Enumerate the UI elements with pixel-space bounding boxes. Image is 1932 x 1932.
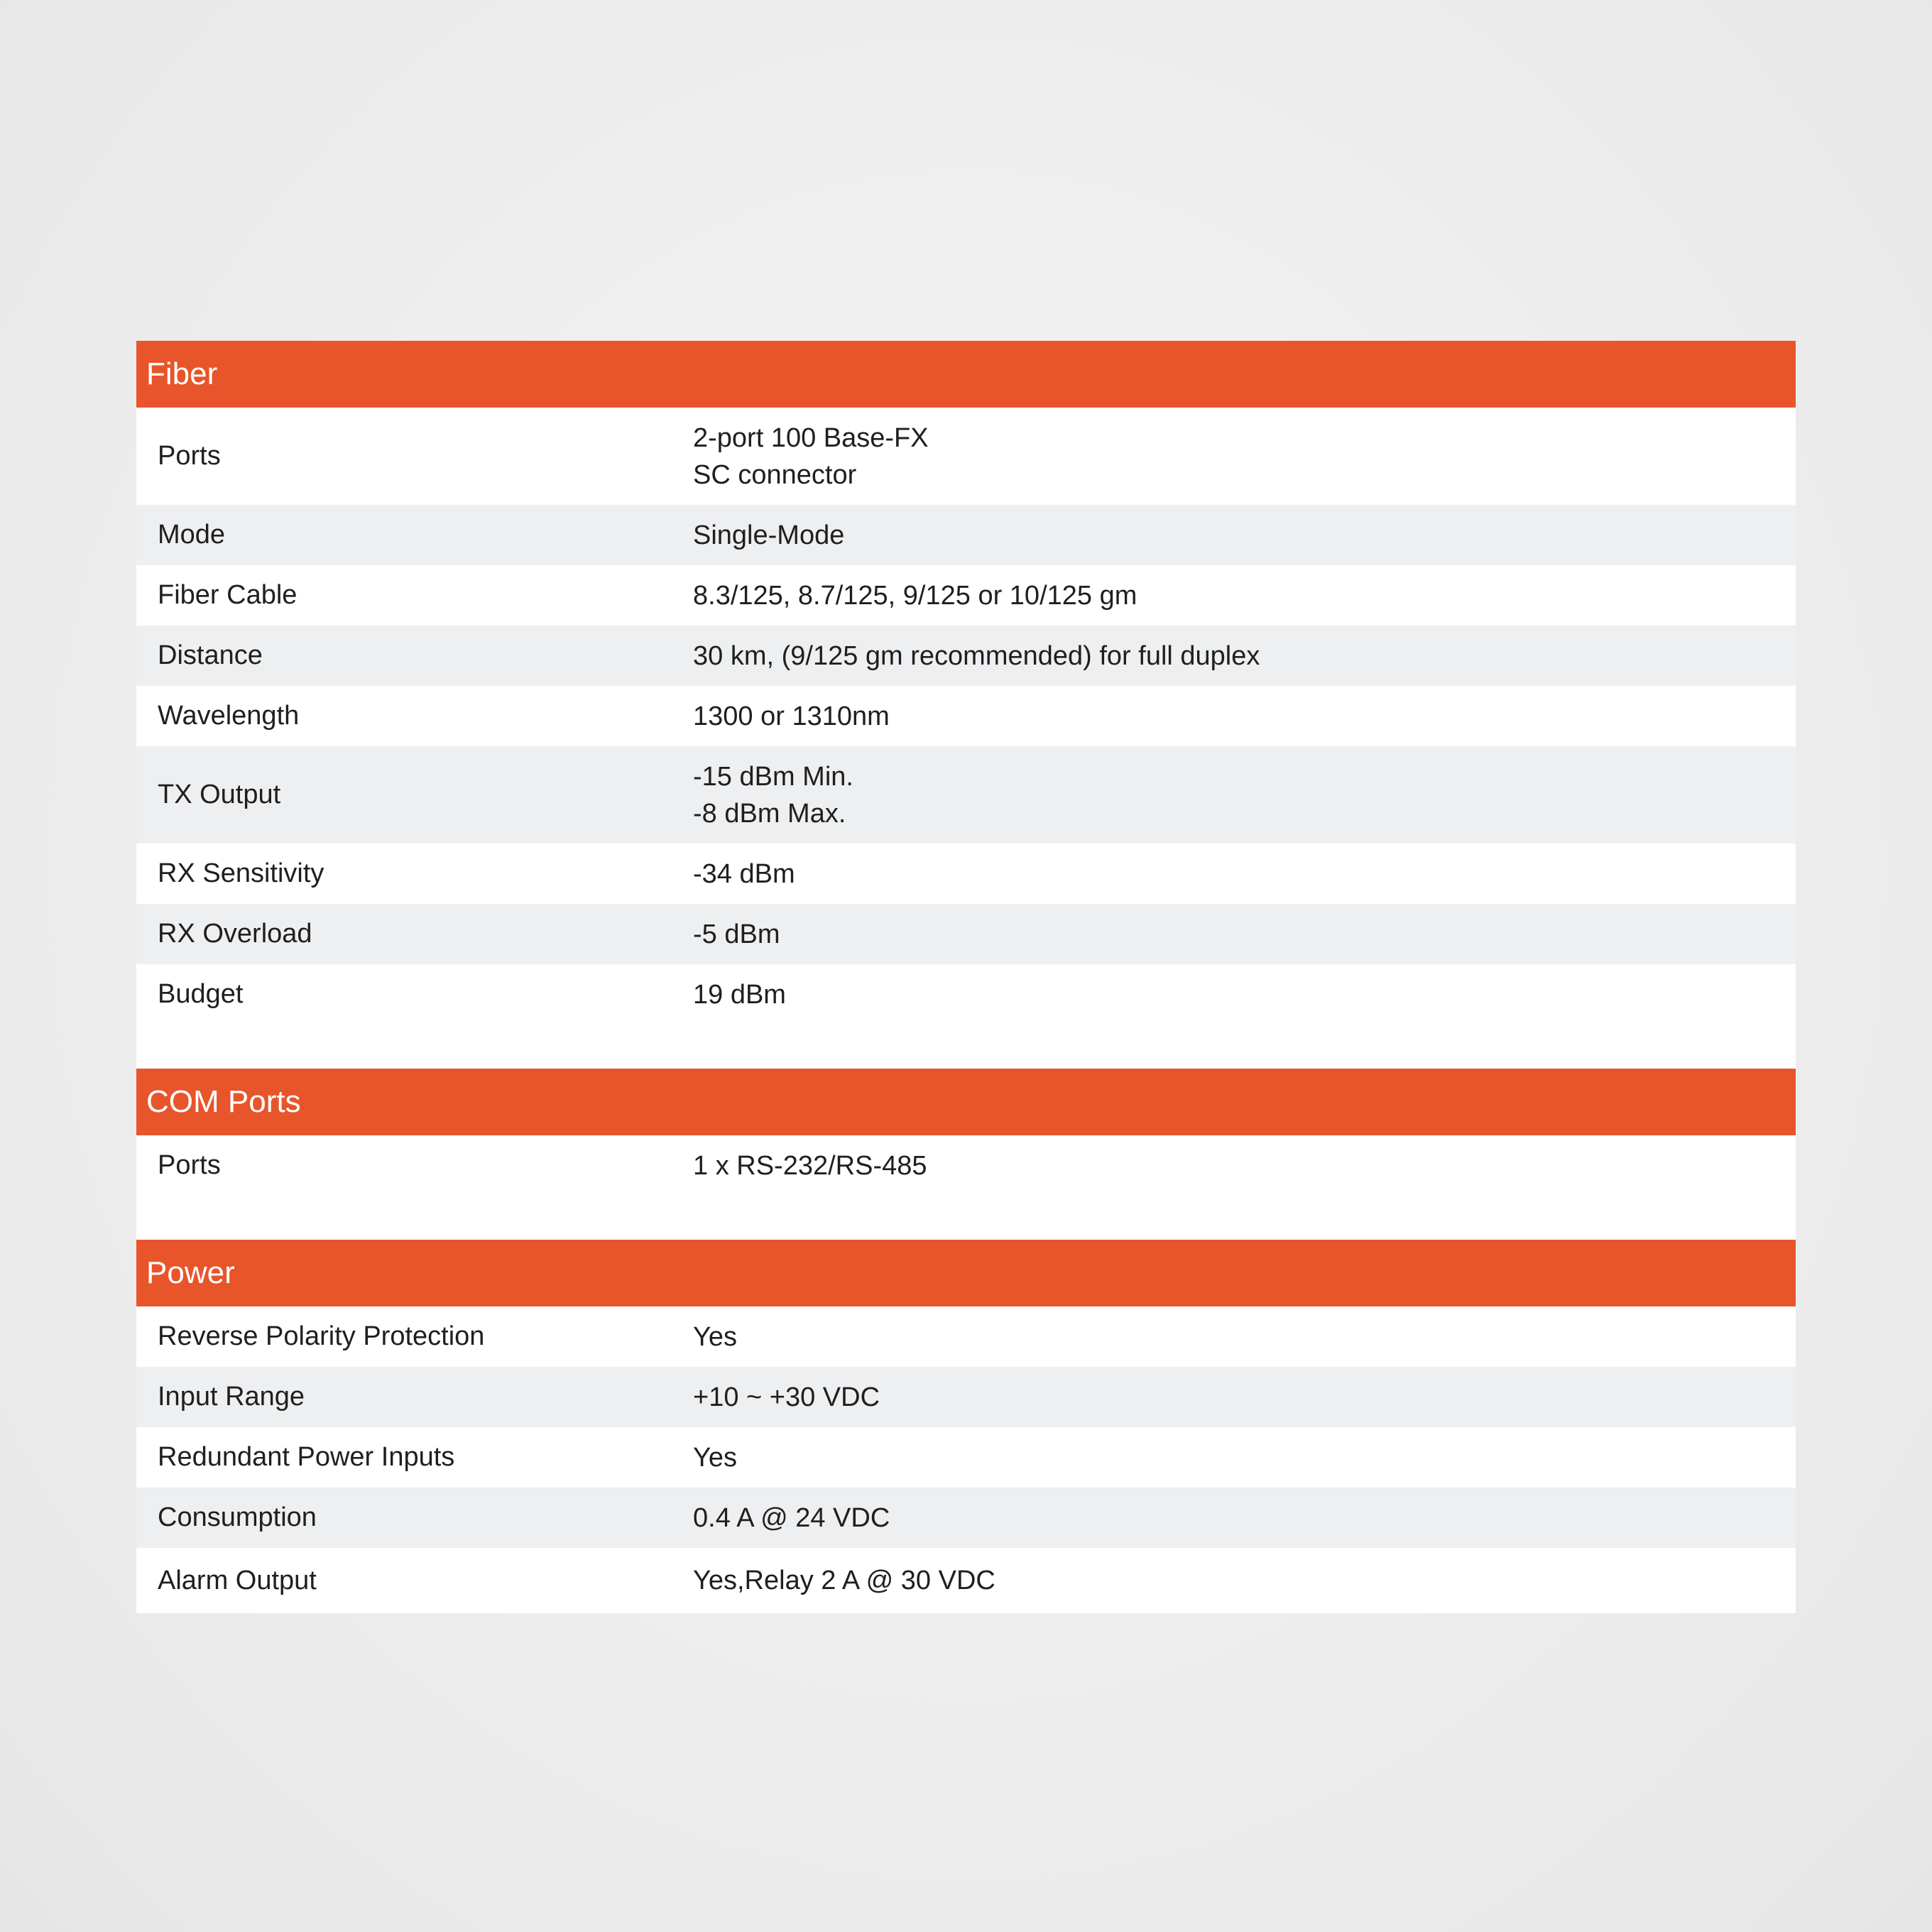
fiber-rows <box>136 408 1796 1069</box>
row-value: 0.4 A @ 24 VDC <box>693 1502 890 1533</box>
row-label: Reverse Polarity Protection <box>158 1321 485 1351</box>
table-row <box>136 1427 1796 1488</box>
row-value: Single-Mode <box>693 520 845 550</box>
row-label: Ports <box>158 1150 221 1180</box>
row-value-line: -15 dBm Min. <box>693 761 853 792</box>
table-row <box>136 565 1796 626</box>
row-value: 30 km, (9/125 gm recommended) for full duplex <box>693 640 1260 671</box>
table-row <box>136 505 1796 565</box>
row-value: 1 x RS-232/RS-485 <box>693 1150 927 1181</box>
row-label: Redundant Power Inputs <box>158 1442 455 1472</box>
row-label: Distance <box>158 640 263 670</box>
row-value: -34 dBm <box>693 858 795 889</box>
spec-sheet <box>136 341 1796 1613</box>
table-row <box>136 844 1796 904</box>
section-header-fiber: Fiber <box>136 341 1796 408</box>
table-row <box>136 1135 1796 1196</box>
table-row <box>136 964 1796 1025</box>
table-row <box>136 904 1796 964</box>
row-label: Alarm Output <box>158 1565 317 1595</box>
row-value: +10 ~ +30 VDC <box>693 1382 880 1412</box>
section-header-power: Power <box>136 1240 1796 1306</box>
row-label: Mode <box>158 520 226 550</box>
row-label: RX Sensitivity <box>158 858 324 888</box>
row-label: Budget <box>158 979 244 1009</box>
table-row <box>136 686 1796 746</box>
row-value: Yes <box>693 1321 737 1352</box>
power-rows <box>136 1306 1796 1613</box>
row-value: Yes,Relay 2 A @ 30 VDC <box>693 1566 995 1595</box>
row-label: Wavelength <box>158 701 300 731</box>
row-value-line: 2-port 100 Base-FX <box>693 422 929 453</box>
row-label: Fiber Cable <box>158 580 298 610</box>
com-ports-rows <box>136 1135 1796 1240</box>
row-value: 8.3/125, 8.7/125, 9/125 or 10/125 gm <box>693 580 1137 611</box>
table-row <box>136 626 1796 686</box>
row-value: Yes <box>693 1442 737 1473</box>
table-row <box>136 1548 1796 1613</box>
section-spacer <box>136 1025 1796 1069</box>
table-row <box>136 408 1796 505</box>
table-row <box>136 1367 1796 1427</box>
section-header-com-ports: COM Ports <box>136 1069 1796 1135</box>
table-row <box>136 746 1796 844</box>
row-value <box>693 758 1796 832</box>
row-label: TX Output <box>158 780 281 809</box>
row-value-line: SC connector <box>693 459 857 490</box>
row-label: Ports <box>158 441 221 471</box>
row-value <box>693 420 1796 493</box>
row-value-line: -8 dBm Max. <box>693 798 846 829</box>
row-label: Consumption <box>158 1502 317 1532</box>
row-label: Input Range <box>158 1382 305 1412</box>
row-value: -5 dBm <box>693 919 780 949</box>
row-label: RX Overload <box>158 919 312 949</box>
table-row <box>136 1306 1796 1367</box>
row-value: 1300 or 1310nm <box>693 701 890 731</box>
table-row <box>136 1488 1796 1548</box>
section-spacer <box>136 1196 1796 1240</box>
row-value: 19 dBm <box>693 979 786 1010</box>
